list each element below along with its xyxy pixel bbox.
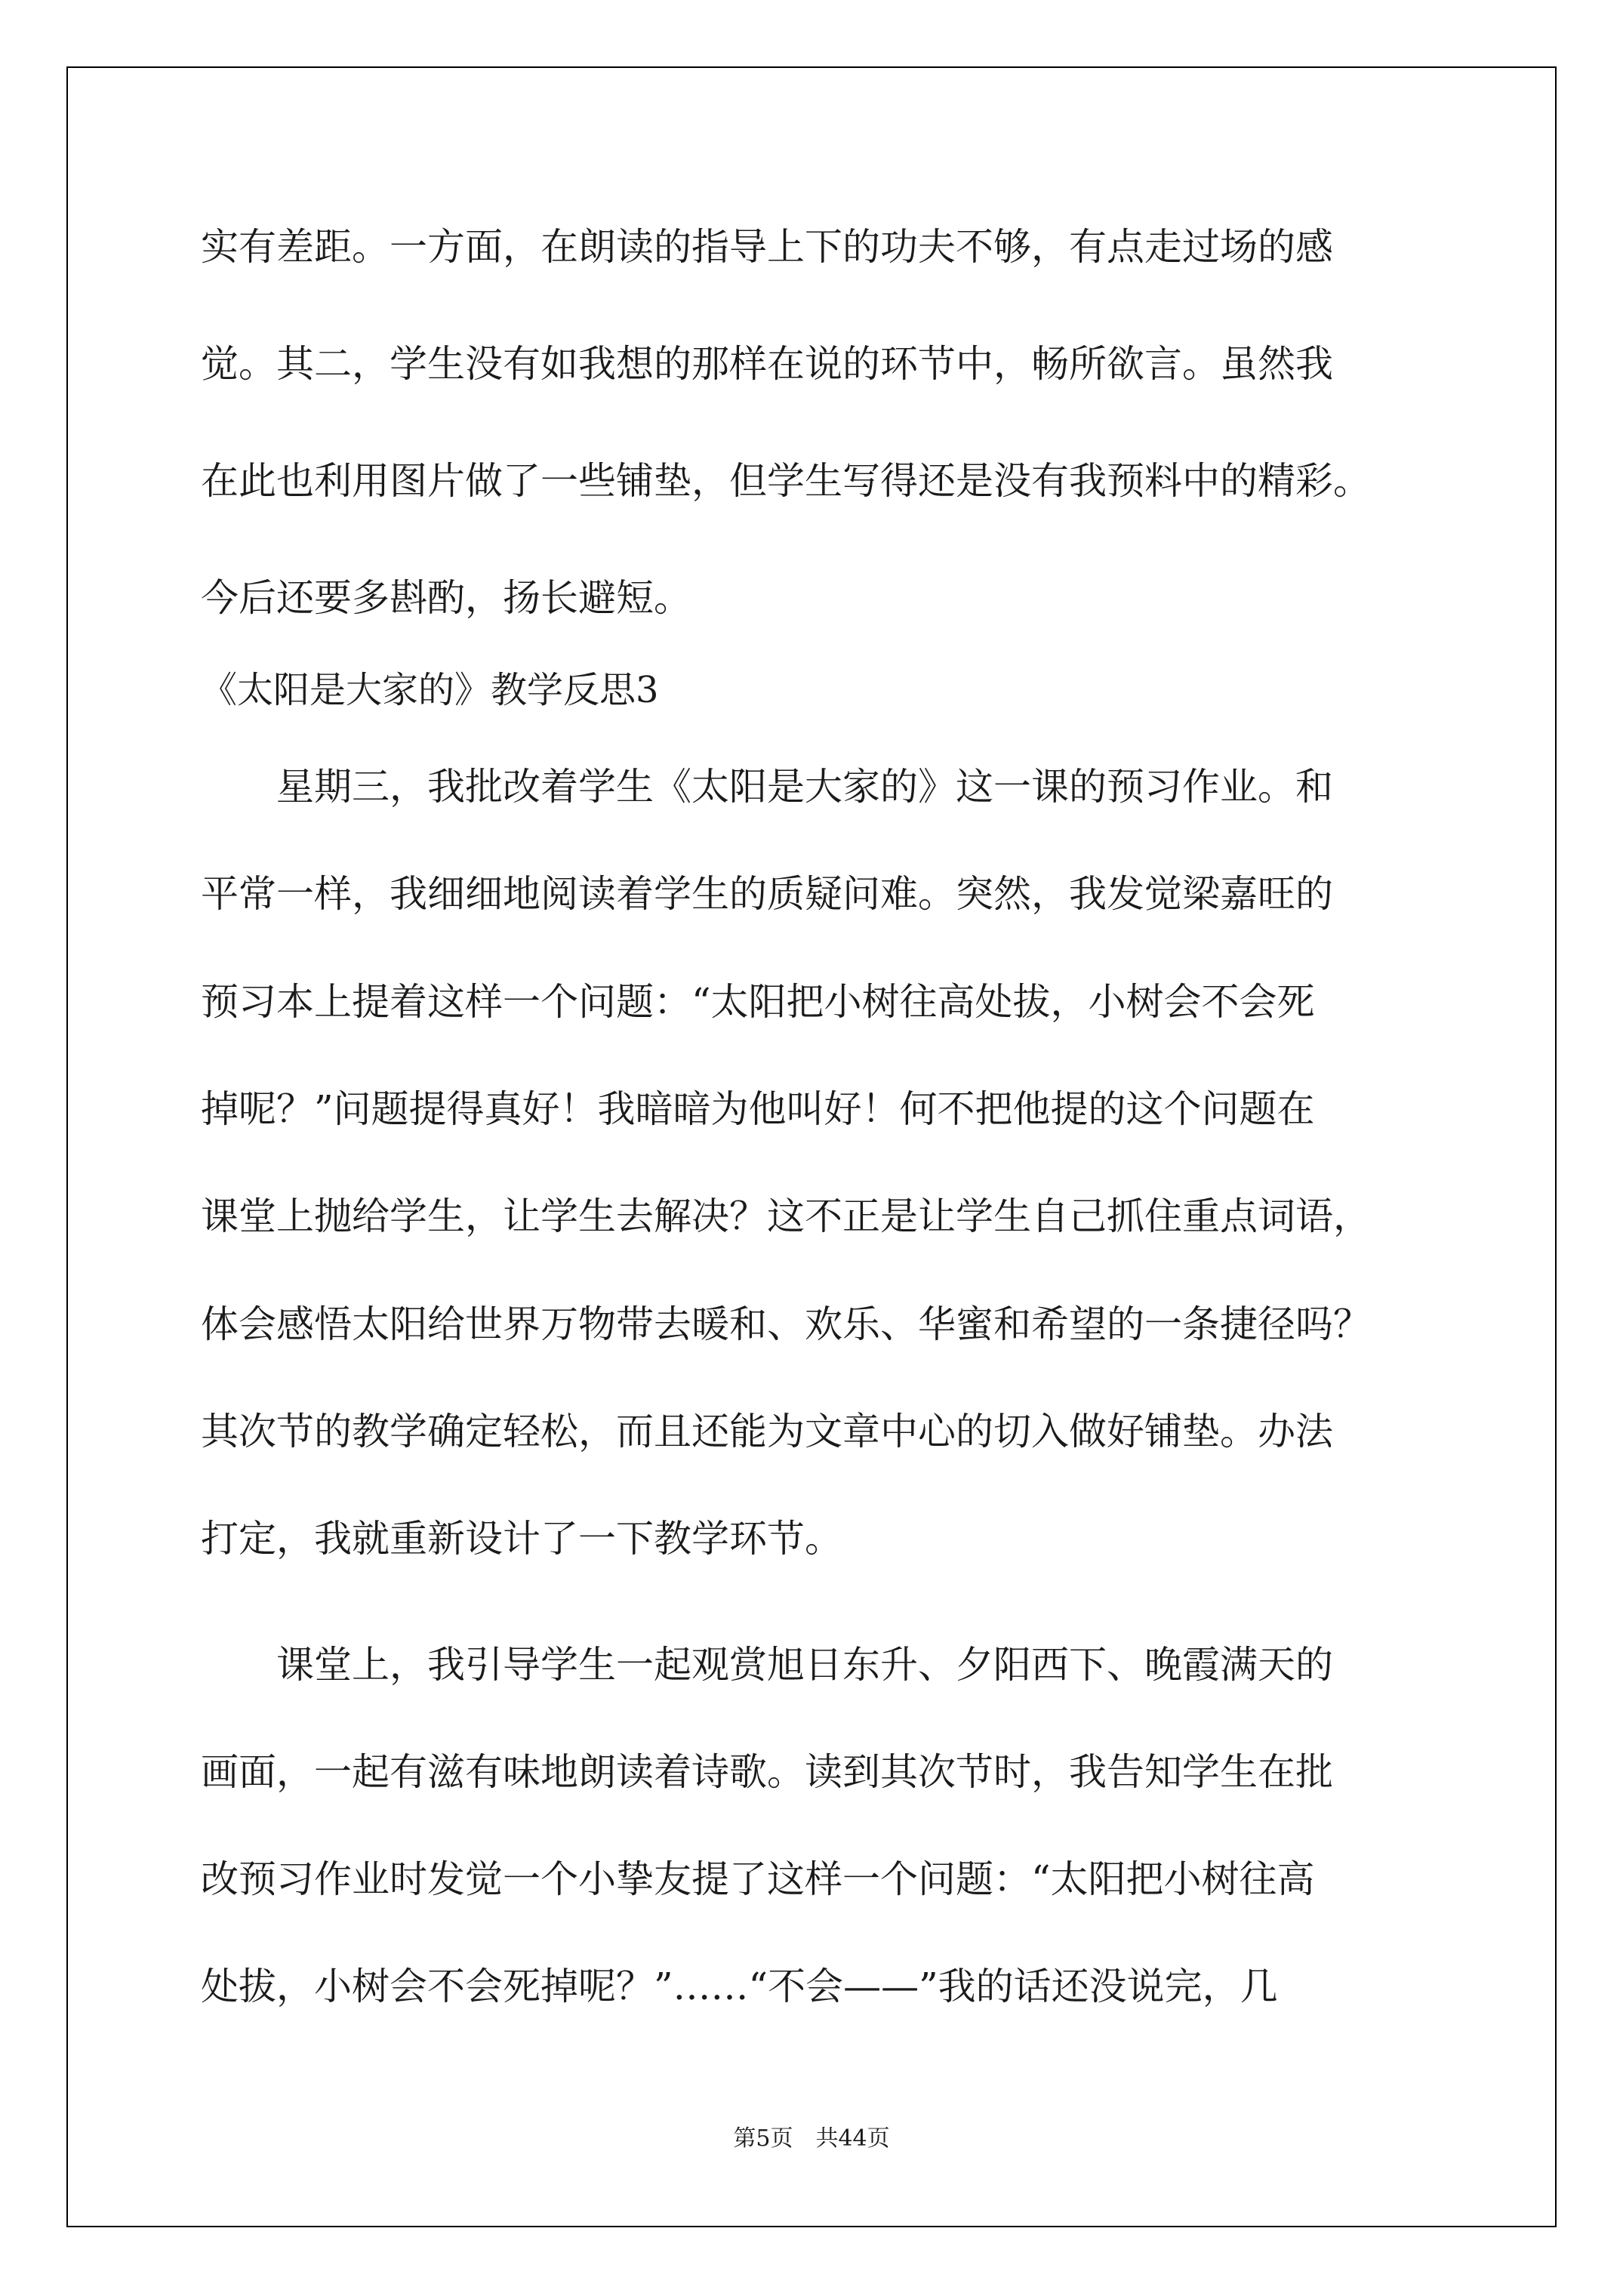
body-text-line: 今后还要多斟酌，扬长避短。 <box>201 576 691 620</box>
page-border <box>66 66 1557 2227</box>
paragraph-first-line: 课堂上，我引导学生一起观赏旭日东升、夕阳西下、晚霞满天的 <box>201 1643 1333 1687</box>
body-text-line: 画面，一起有滋有味地朗读着诗歌。读到其次节时，我告知学生在批 <box>201 1750 1333 1794</box>
body-text-line: 预习本上提着这样一个问题：“太阳把小树往高处拔，小树会不会死 <box>201 980 1315 1024</box>
body-text-line: 实有差距。一方面，在朗读的指导上下的功夫不够，有点走过场的感 <box>201 225 1333 269</box>
section-heading: 《太阳是大家的》教学反思3 <box>201 669 659 711</box>
body-text-line: 改预习作业时发觉一个小挚友提了这样一个问题：“太阳把小树往高 <box>201 1857 1315 1901</box>
body-text-line: 打定，我就重新设计了一下教学环节。 <box>201 1517 842 1561</box>
body-text-line: 体会感悟太阳给世界万物带去暖和、欢乐、华蜜和希望的一条捷径吗？ <box>201 1302 1371 1346</box>
paragraph-first-line: 星期三，我批改着学生《太阳是大家的》这一课的预习作业。和 <box>201 765 1333 809</box>
body-text-line: 觉。其二，学生没有如我想的那样在说的环节中，畅所欲言。虽然我 <box>201 342 1333 386</box>
body-text-line: 平常一样，我细细地阅读着学生的质疑问难。突然，我发觉梁嘉旺的 <box>201 872 1333 916</box>
body-text-line: 处拔，小树会不会死掉呢？”……“不会——”我的话还没说完，几 <box>201 1965 1278 2008</box>
page-number-footer: 第5页 共44页 <box>733 2125 890 2152</box>
body-text-line: 掉呢？”问题提得真好！我暗暗为他叫好！何不把他提的这个问题在 <box>201 1087 1315 1131</box>
body-text-line: 在此也利用图片做了一些铺垫，但学生写得还是没有我预料中的精彩。 <box>201 459 1371 503</box>
body-text-line: 其次节的教学确定轻松，而且还能为文章中心的切入做好铺垫。办法 <box>201 1410 1333 1453</box>
body-text-line: 课堂上抛给学生，让学生去解决？这不正是让学生自己抓住重点词语， <box>201 1194 1371 1238</box>
